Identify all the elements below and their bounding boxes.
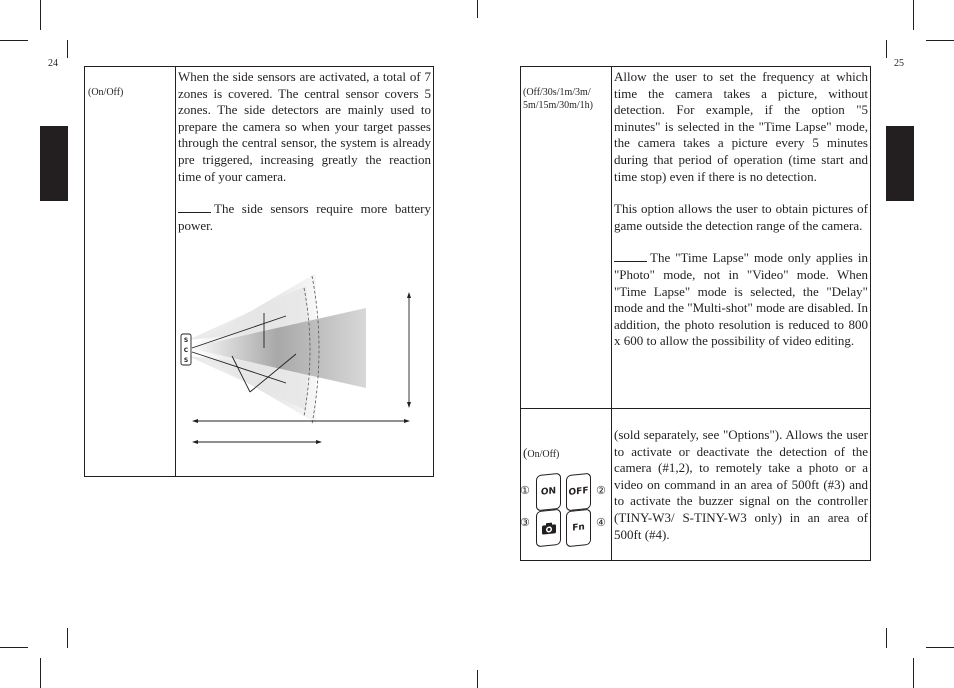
option-label-line1: (Off/30s/1m/3m/ — [523, 87, 591, 98]
remote-option-label — [523, 444, 559, 462]
crop-mark — [40, 0, 41, 30]
note-blank — [178, 201, 211, 213]
crop-mark — [40, 658, 41, 688]
sensor-letter-s: S — [183, 337, 189, 344]
thumb-tab-left — [40, 126, 68, 201]
detection-zones-diagram — [176, 268, 434, 454]
crop-mark — [926, 40, 954, 41]
arrow-head — [404, 419, 410, 423]
crop-mark — [477, 0, 478, 18]
remote-off-key — [566, 473, 591, 512]
crop-mark — [67, 628, 68, 648]
note-text: The "Time Lapse" mode only applies in "Photo" mode, not in "Video" mode. When "Time Lapse" mode is selected, the "Delay" mode and the "Multi-shot" mode are disabled. In addition, the photo resolution is reduced to 800 x 600 to allow the possibility of video editing. — [614, 250, 868, 349]
crop-mark — [0, 40, 28, 41]
description-text: (sold separately, see "Options"). Allows the user to activate or deactivate the detection of the camera (#1,2), to remotely take a photo or a video on command in an area of 500ft (#3) and to activate the buzzer signal on the controller (TINY-W3/ S-TINY-W3 only) in an area of 500ft (#4). — [614, 427, 868, 542]
key-label: ON — [540, 486, 557, 498]
description-text: Allow the user to set the frequency at which time the camera takes a picture, without detection. For example, if the option "5 minutes" is selected in the "Time Lapse" mode, the camera takes a picture every 5 minutes during that period of operation (time start and time stop) even if there is no detection. — [614, 69, 868, 184]
thumb-tab-right — [886, 126, 914, 201]
marker-1: ① — [520, 484, 530, 497]
sensor-letter-c: C — [183, 347, 189, 354]
key-label: OFF — [568, 485, 589, 499]
note-text: The side sensors require more battery power. — [178, 201, 431, 233]
time-lapse-description — [614, 69, 868, 350]
side-sensors-description — [178, 69, 431, 234]
note-line — [178, 201, 431, 234]
page-number-left: 24 — [48, 58, 58, 69]
description-text-2: This option allows the user to obtain pictures of game outside the detection range of the camera. — [614, 201, 868, 233]
remote-on-key — [536, 473, 561, 512]
arrow-head — [407, 402, 411, 408]
crop-mark — [477, 670, 478, 688]
marker-3: ③ — [520, 516, 530, 529]
crop-mark — [913, 0, 914, 30]
arrow-head — [316, 440, 322, 444]
crop-mark — [0, 647, 28, 648]
page-number-right: 25 — [894, 58, 904, 69]
camera-icon — [541, 521, 557, 536]
crop-mark — [913, 658, 914, 688]
arrow-head — [192, 440, 198, 444]
option-label-line2: 5m/15m/30m/1h) — [523, 100, 593, 111]
option-label: (On/Off) — [88, 87, 124, 98]
crop-mark — [926, 647, 954, 648]
row-divider — [521, 408, 870, 409]
sensor-letter-s: S — [183, 357, 189, 364]
key-label: Fn — [572, 522, 585, 534]
arrow-head — [407, 292, 411, 298]
arrow-head — [192, 419, 198, 423]
crop-mark — [886, 40, 887, 58]
marker-2: ② — [596, 484, 606, 497]
crop-mark — [67, 40, 68, 58]
marker-4: ④ — [596, 516, 606, 529]
note-line — [614, 250, 868, 350]
table-divider — [611, 67, 612, 560]
time-lapse-options — [523, 86, 593, 112]
option-label: On/Off) — [527, 449, 560, 460]
note-blank — [614, 250, 647, 262]
remote-fn-key — [566, 509, 591, 548]
option-label-paren: ( — [523, 445, 528, 460]
remote-control-description — [614, 427, 868, 543]
description-text: When the side sensors are activated, a total of 7 zones is covered. The central sensor covers 5 zones. The side detectors are mainly used to prepare the camera so when your target passes through the central sensor, the system is already pre triggered, increasing greatly the reaction time of your camera. — [178, 69, 431, 184]
remote-camera-key — [536, 509, 561, 548]
crop-mark — [886, 628, 887, 648]
